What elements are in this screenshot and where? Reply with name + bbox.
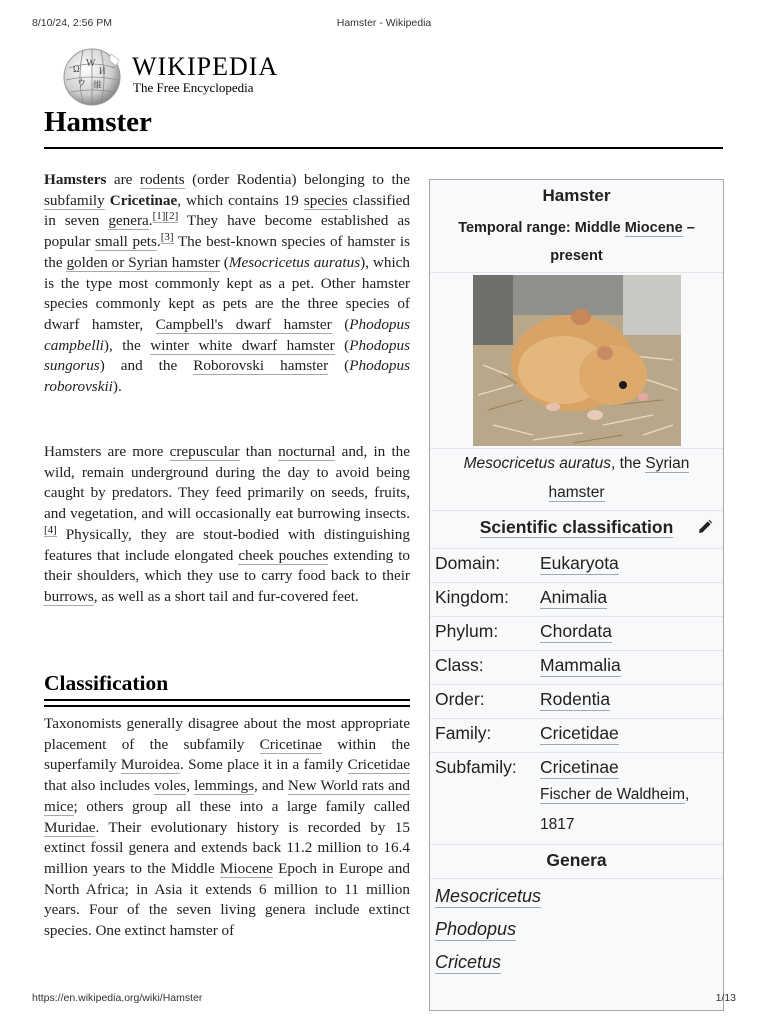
infobox bbox=[429, 179, 724, 1011]
link-subfamily[interactable]: subfamily bbox=[44, 191, 105, 209]
text: – present bbox=[550, 220, 695, 264]
taxonomy-value-link[interactable]: Cricetinae bbox=[540, 757, 619, 777]
taxonomy-rank: Phylum: bbox=[435, 621, 499, 641]
section-divider bbox=[44, 699, 410, 701]
link-cheek-pouches[interactable]: cheek pouches bbox=[238, 546, 329, 564]
taxonomy-value-link[interactable]: Mammalia bbox=[540, 655, 621, 675]
citation-2[interactable]: [2] bbox=[165, 210, 179, 223]
intro-paragraph-2 bbox=[44, 442, 410, 608]
text: Physically, they are stout-bodied with distinguishing features that include elongated bbox=[44, 525, 410, 564]
taxonomy-value-link[interactable]: Chordata bbox=[540, 621, 612, 641]
text: ( bbox=[328, 357, 350, 375]
citation-1[interactable]: [1] bbox=[152, 210, 166, 223]
link-small-pets[interactable]: small pets bbox=[94, 233, 157, 251]
link-miocene[interactable]: Miocene bbox=[219, 859, 274, 877]
taxon-authority bbox=[540, 780, 710, 840]
text: . bbox=[148, 212, 153, 230]
taxonomy-value-link[interactable]: Animalia bbox=[540, 587, 608, 607]
link-miocene-range[interactable]: Miocene bbox=[624, 220, 683, 236]
text: ), the bbox=[103, 336, 151, 354]
wikipedia-logo[interactable] bbox=[61, 46, 301, 108]
bold-term-cricetinae: Cricetinae bbox=[109, 191, 178, 209]
section-heading-classification: Classification bbox=[44, 671, 169, 695]
taxonomy-row-class bbox=[430, 650, 723, 685]
taxonomy-rank: Family: bbox=[435, 723, 492, 743]
text: extending to their shoulders, which they use to carry food back to their bbox=[44, 546, 411, 585]
text: (order Rodentia) belonging to the bbox=[184, 171, 410, 188]
text: ( bbox=[331, 315, 350, 333]
link-new-world-rats-and-mice[interactable]: New World rats and mice bbox=[44, 777, 410, 815]
print-doc-title: Hamster - Wikipedia bbox=[336, 17, 432, 29]
text: , bbox=[186, 777, 195, 795]
taxonomy-rank: Order: bbox=[435, 689, 485, 709]
bold-term-hamsters: Hamsters bbox=[44, 171, 107, 188]
link-scientific-classification[interactable]: Scientific classification bbox=[479, 517, 674, 537]
text: classified in seven bbox=[44, 191, 410, 230]
taxonomy-row-family bbox=[430, 718, 723, 753]
text: The best-known species of hamster is the bbox=[44, 233, 410, 271]
italic-phodopus-sungorus: Phodopus sungorus bbox=[44, 336, 410, 375]
text: . Their evolutionary history is recorded by 15 extinct fossil genera and extends back 11.2 million to 16.4 million years to the Middle bbox=[44, 818, 410, 877]
link-cricetinae[interactable]: Cricetinae bbox=[259, 735, 322, 753]
taxonomy-row-kingdom bbox=[430, 582, 723, 617]
taxonomy-rank: Kingdom: bbox=[435, 587, 509, 607]
caption-species-name: Mesocricetus auratus bbox=[463, 455, 611, 472]
taxonomy-row-phylum bbox=[430, 616, 723, 651]
link-lemmings[interactable]: lemmings bbox=[194, 777, 254, 795]
link-syrian-hamster[interactable]: Syrian hamster bbox=[548, 455, 690, 501]
link-winter-white-dwarf-hamster[interactable]: winter white dwarf hamster bbox=[150, 336, 335, 354]
italic-mesocricetus-auratus: Mesocricetus auratus bbox=[228, 253, 361, 271]
citation-3[interactable]: [3] bbox=[160, 231, 174, 244]
svg-text:W: W bbox=[86, 58, 96, 69]
taxonomy-rank: Class: bbox=[435, 655, 484, 675]
infobox-caption-row bbox=[430, 448, 723, 511]
citation-4[interactable]: [4] bbox=[44, 523, 57, 536]
svg-text:ウ: ウ bbox=[77, 78, 87, 88]
italic-phodopus-campbelli: Phodopus campbelli bbox=[44, 315, 411, 354]
text: , which contains 19 bbox=[177, 191, 304, 209]
link-crepuscular[interactable]: crepuscular bbox=[169, 443, 240, 460]
taxonomy-rank: Subfamily: bbox=[435, 757, 517, 777]
text: Temporal range: Middle bbox=[458, 220, 625, 236]
link-burrows[interactable]: burrows bbox=[44, 587, 94, 605]
text: that also includes bbox=[44, 777, 155, 795]
text: ; others group all these into a large family called bbox=[73, 797, 410, 815]
text: within the superfamily bbox=[44, 735, 410, 774]
pencil-icon[interactable] bbox=[697, 519, 713, 535]
page-title: Hamster bbox=[44, 106, 152, 138]
link-fischer-de-waldheim[interactable]: Fischer de Waldheim bbox=[540, 786, 686, 803]
infobox-title-row bbox=[430, 180, 723, 273]
svg-text:維: 維 bbox=[93, 80, 103, 90]
text: ( bbox=[219, 253, 229, 271]
classification-paragraph bbox=[44, 714, 410, 942]
taxon-authority-row bbox=[430, 780, 723, 845]
genera-heading-row bbox=[430, 844, 723, 879]
scientific-classification-heading-row bbox=[430, 510, 723, 549]
svg-text:И: И bbox=[99, 66, 106, 76]
print-footer bbox=[0, 992, 768, 1006]
link-voles[interactable]: voles bbox=[154, 777, 187, 795]
text: , 1817 bbox=[540, 786, 690, 833]
text: Epoch in Europe and North Africa; in Asia it extends 6 million to 11 million years. Four of the seven living genera include extinct species. One extinct hamster of bbox=[44, 859, 410, 940]
link-genera[interactable]: genera bbox=[108, 212, 149, 230]
taxonomy-value-link[interactable]: Rodentia bbox=[540, 689, 611, 709]
print-page-number: 1/13 bbox=[715, 992, 736, 1004]
link-rodents[interactable]: rodents bbox=[139, 171, 185, 188]
taxonomy-row-order bbox=[430, 684, 723, 719]
link-cricetidae[interactable]: Cricetidae bbox=[347, 756, 410, 774]
genus-link[interactable]: Cricetus bbox=[435, 952, 502, 972]
wikipedia-globe-icon bbox=[61, 46, 125, 108]
genus-link[interactable]: Mesocricetus bbox=[435, 886, 542, 906]
text: are bbox=[106, 171, 140, 188]
intro-paragraph-1 bbox=[44, 170, 410, 398]
text: . Some place it in a family bbox=[179, 756, 348, 774]
print-url: https://en.wikipedia.org/wiki/Hamster bbox=[32, 992, 203, 1004]
taxonomy-value-link[interactable]: Cricetidae bbox=[540, 723, 619, 743]
print-header bbox=[0, 17, 768, 31]
infobox-title: Hamster bbox=[542, 186, 611, 205]
link-species[interactable]: species bbox=[303, 191, 348, 209]
link-nocturnal[interactable]: nocturnal bbox=[278, 443, 336, 460]
text: Hamsters are more bbox=[44, 443, 170, 460]
wikipedia-tagline: The Free Encyclopedia bbox=[133, 80, 254, 95]
italic-phodopus-roborovskii: Phodopus roborovskii bbox=[44, 357, 410, 396]
text: They have become established as popular bbox=[44, 212, 410, 251]
genera-heading: Genera bbox=[546, 850, 607, 870]
scientific-classification-heading bbox=[430, 517, 723, 538]
svg-text:Ω: Ω bbox=[73, 64, 80, 74]
taxonomy-value-link[interactable]: Eukaryota bbox=[540, 553, 619, 573]
text: ( bbox=[334, 336, 350, 354]
genus-link[interactable]: Phodopus bbox=[435, 919, 517, 939]
text: . bbox=[156, 233, 161, 251]
section-divider bbox=[44, 705, 410, 707]
text: , the bbox=[610, 455, 646, 472]
link-roborovski-hamster[interactable]: Roborovski hamster bbox=[193, 357, 329, 375]
text: ) and the bbox=[99, 357, 194, 375]
text: , and bbox=[253, 777, 288, 795]
title-divider bbox=[44, 147, 723, 149]
hamster-photo[interactable] bbox=[473, 275, 681, 446]
text: ). bbox=[112, 378, 122, 396]
taxonomy-rank: Domain: bbox=[435, 553, 501, 573]
link-muroidea[interactable]: Muroidea bbox=[120, 756, 180, 774]
link-campbells-dwarf-hamster[interactable]: Campbell's dwarf hamster bbox=[155, 315, 332, 333]
text: ), which is the type most commonly kept as a pet. Other hamster species commonly kept as pets are the three species of dwarf hamster, bbox=[44, 253, 411, 333]
taxonomy-row-domain bbox=[430, 548, 723, 583]
text: than bbox=[239, 443, 279, 460]
text: and, in the wild, remain underground during the day to avoid being caught by predators. They feed primarily on seeds, fruits, and vegetation, and will occasionally eat burrowing insects. bbox=[44, 443, 410, 523]
link-muridae[interactable]: Muridae bbox=[44, 818, 96, 836]
print-datetime: 8/10/24, 2:56 PM bbox=[32, 17, 112, 29]
link-golden-syrian-hamster[interactable]: golden or Syrian hamster bbox=[66, 253, 220, 271]
infobox-image-row bbox=[430, 272, 723, 449]
image-caption bbox=[438, 449, 715, 507]
text: , as well as a short tail and fur-covered feet. bbox=[93, 587, 359, 605]
wikipedia-wordmark: WIKIPEDIA bbox=[132, 52, 279, 81]
text: Taxonomists generally disagree about the most appropriate placement of the subfamily bbox=[44, 715, 410, 753]
temporal-range bbox=[430, 214, 723, 270]
